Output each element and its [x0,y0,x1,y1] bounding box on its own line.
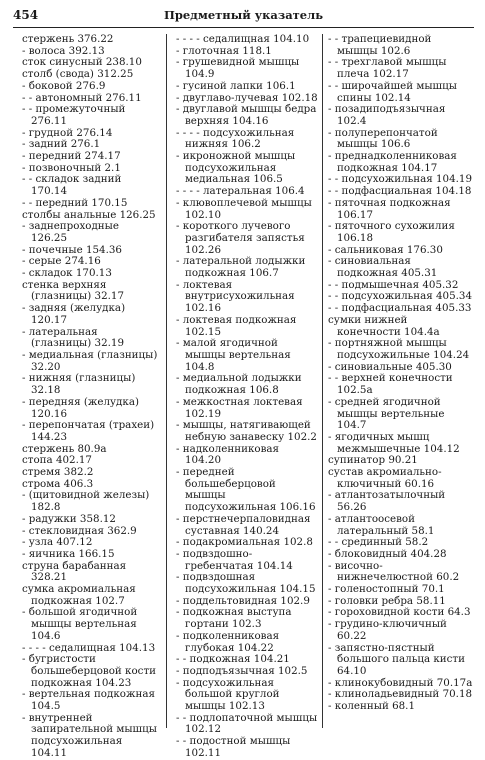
index-entry: - клинокубовидный 70.17а [328,676,473,689]
index-entry: - портняжной мышцы подсухожильные 104.24 [328,337,470,361]
index-entry: - межкостная локтевая 102.19 [176,395,303,420]
index-entry: - мышцы, натягивающей небную занавеску 102.2 [176,419,317,443]
index-entry: - волоса 392.13 [22,44,105,57]
index-entry: - - трехглавой мышцы плеча 102.17 [328,56,447,81]
index-entry: - грудной 276.14 [22,126,113,139]
index-entry: - малой ягодичной мышцы вертельная 104.8 [176,337,291,373]
index-entry: сток синусный 238.10 [22,56,142,69]
index-entry: - почечные 154.36 [22,243,122,256]
index-entry: сумка акромиальная подкожная 102.7 [22,583,136,607]
index-entry: - - автономный 276.11 [22,91,142,104]
index-entry: супинатор 90.21 [328,454,418,467]
index-entry: - передняя (желудка) 120.16 [22,395,139,420]
index-entry: - гороховидной кости 64.3 [328,606,471,619]
index-entry: - подсухожильная большой круглой мышцы 102.13 [176,676,280,713]
index-entry: - - промежуточный 276.11 [22,103,126,127]
index-entry: сустав акромиально-ключичный 60.16 [328,466,442,490]
page-number: 454 [13,8,39,22]
index-entry: - головки ребра 58.11 [328,594,446,607]
index-entry: - грудино-ключичный 60.22 [328,618,447,642]
index-entry: - задняя (желудка) 120.17 [22,302,126,326]
column-divider [166,34,167,728]
index-entry: - - подфасциальная 405.33 [328,302,472,315]
index-entry: - - широчайшей мышцы спины 102.14 [328,79,457,104]
index-entry: - бугристости большеберцовой кости подкожная 104.23 [22,653,157,689]
index-entry: - подвздошная подсухожильная 104.15 [176,571,316,596]
index-entry: - нижняя (глазницы) 32.18 [22,372,136,397]
index-entry: столб (свода) 312.25 [22,68,134,81]
index-entry: - медиальная (глазницы) 32.20 [22,348,158,373]
index-entry: - подколенниковая глубокая 104.22 [176,629,280,654]
index-entry: - латеральная (глазницы) 32.19 [22,325,125,350]
index-entry: - позадиподъязычная 102.4 [328,103,446,127]
index-entry: - подакромиальная 102.8 [176,536,313,549]
index-entry: - большой ягодичной мышцы вертельная 104.6 [22,606,138,642]
index-entry: - подкожная выступа гортани 102.3 [176,606,292,631]
index-entry: - подвздошно-гребенчатая 104.14 [176,547,293,572]
index-entry: - локтевая подкожная 102.15 [176,313,297,338]
index-entry: - - верхней конечности 102.5а [328,372,453,397]
index-entry: - (щитовидной железы) 182.8 [22,489,150,514]
index-entry: сумки нижней конечности 104.4а [328,313,440,338]
index-entry: - короткого лучевого разгибателя запястья 102.26 [176,220,305,256]
index-entry: - - передний 170.15 [22,196,128,209]
index-entry: - надколенниковая 104.20 [176,442,280,467]
index-entry: стенка верхняя (глазницы) 32.17 [22,278,125,303]
index-entry: - преднадколенниковая подкожная 104.17 [328,150,457,174]
index-entry: - - трапециевидной мышцы 102.6 [328,33,432,57]
index-entry: - пяточного сухожилия 106.18 [328,220,455,244]
index-column-3 [328,34,474,730]
index-entry: - - подмышечная 405.32 [328,278,459,291]
index-entry: - - - - латеральная 106.4 [176,185,305,198]
index-entry: - полуперепончатой мышцы 106.6 [328,126,438,151]
index-entry: - - подостной мышцы 102.11 [176,735,291,759]
index-entry: - синовиальные 405.30 [328,360,452,373]
index-entry: - вертельная подкожная 104.5 [22,688,155,713]
index-entry: - - срединный 58.2 [328,536,429,549]
index-entry: - средней ягодичной мышцы вертельные 104.7 [328,395,445,432]
index-entry: - атлантозатылочный 56.26 [328,489,446,514]
index-entry: - - - - подсухожильная нижняя 106.2 [176,126,295,151]
index-entry: - медиальной лодыжки подкожная 106.8 [176,372,302,397]
index-entry: - задний 276.1 [22,138,101,151]
index-entry: - ягодичных мышц межмышечные 104.12 [328,430,460,455]
index-entry: - перепончатая (трахеи) 144.23 [22,419,155,443]
index-entry: - голеностопный 70.1 [328,583,445,596]
index-entry: стержень 376.22 [22,33,114,45]
index-entry: - локтевая внутрисухожильная 102.16 [176,278,295,315]
index-entry: - клювоплечевой мышцы 102.10 [176,196,312,221]
index-entry: - икроножной мышцы подсухожильная медиальная 106.5 [176,150,296,186]
index-entry: - коленный 68.1 [328,700,416,713]
index-entry: - пяточная подкожная 106.17 [328,196,451,221]
index-entry: стремя 382.2 [22,466,94,479]
index-entry: - височно-нижнечелюстной 60.2 [328,559,460,584]
index-entry: - сальниковая 176.30 [328,243,443,256]
index-entry: - - - - седалищная 104.10 [176,33,310,45]
header-rule [13,27,474,28]
index-entry: - - подсухожильная 405.34 [328,290,473,303]
index-entry: - поддельтовидная 102.9 [176,594,310,607]
index-entry: - - подсухожильная 104.19 [328,173,473,186]
index-entry: стержень 80.9а [22,442,107,455]
index-entry: - серые 274.16 [22,255,101,268]
index-entry: - латеральной лодыжки подкожная 106.7 [176,255,306,280]
index-entry: - складок 170.13 [22,267,112,280]
index-entry: - синовиальная подкожная 405.31 [328,255,438,280]
index-entry: - позвоночный 2.1 [22,161,121,174]
index-entry: - передний 274.17 [22,150,121,163]
index-entry: - - - - седалищная 104.13 [22,641,156,654]
index-entry: - передней большеберцовой мышцы подсухожильная 106.16 [176,466,316,514]
page-header [13,8,474,26]
index-entry: - - подкожная 104.21 [176,653,290,666]
index-entry: - блоковидный 404.28 [328,547,447,560]
index-entry: столбы анальные 126.25 [22,208,156,221]
index-entry: - запястно-пястный большого пальца кисти 64.10 [328,641,465,677]
index-entry: - внутренней запирательной мышцы подсухожильная 104.11 [22,711,157,759]
index-column-1 [22,33,158,759]
index-entry: стопа 402.17 [22,454,92,467]
index-entry: - клиноладьевидный 70.18 [328,688,473,701]
index-entry: - глоточная 118.1 [176,44,272,57]
index-entry: - грушевидной мышцы 104.9 [176,56,300,81]
index-entry: - двуглавой мышцы бедра верхняя 104.16 [176,103,317,127]
index-entry: - - подфасциальная 104.18 [328,185,472,198]
index-entry: - перстнечерпаловидная суставная 140.24 [176,512,311,537]
index-entry: - подподъязычная 102.5 [176,664,308,677]
index-entry: - стекловидная 362.9 [22,524,137,537]
index-entry: - радужки 358.12 [22,512,116,525]
index-entry: - узла 407.12 [22,536,93,549]
index-entry: строма 406.3 [22,477,94,490]
index-entry: - - складок задний 170.14 [22,173,122,198]
index-entry: - яичника 166.15 [22,547,115,560]
index-entry: - боковой 276.9 [22,79,106,92]
index-entry: - двуглаво-лучевая 102.18 [176,91,318,104]
index-entry: - - подлопаточной мышцы 102.12 [176,711,318,736]
index-entry: - атлантоосевой латеральный 58.1 [328,512,435,537]
running-title: Предметный указатель [163,8,324,22]
index-entry: - заднепроходные 126.25 [22,220,119,244]
column-divider [322,34,323,728]
index-entry: струна барабанная 328.21 [22,559,127,584]
index-entry: - гусиной лапки 106.1 [176,79,296,92]
index-column-2 [176,33,318,759]
